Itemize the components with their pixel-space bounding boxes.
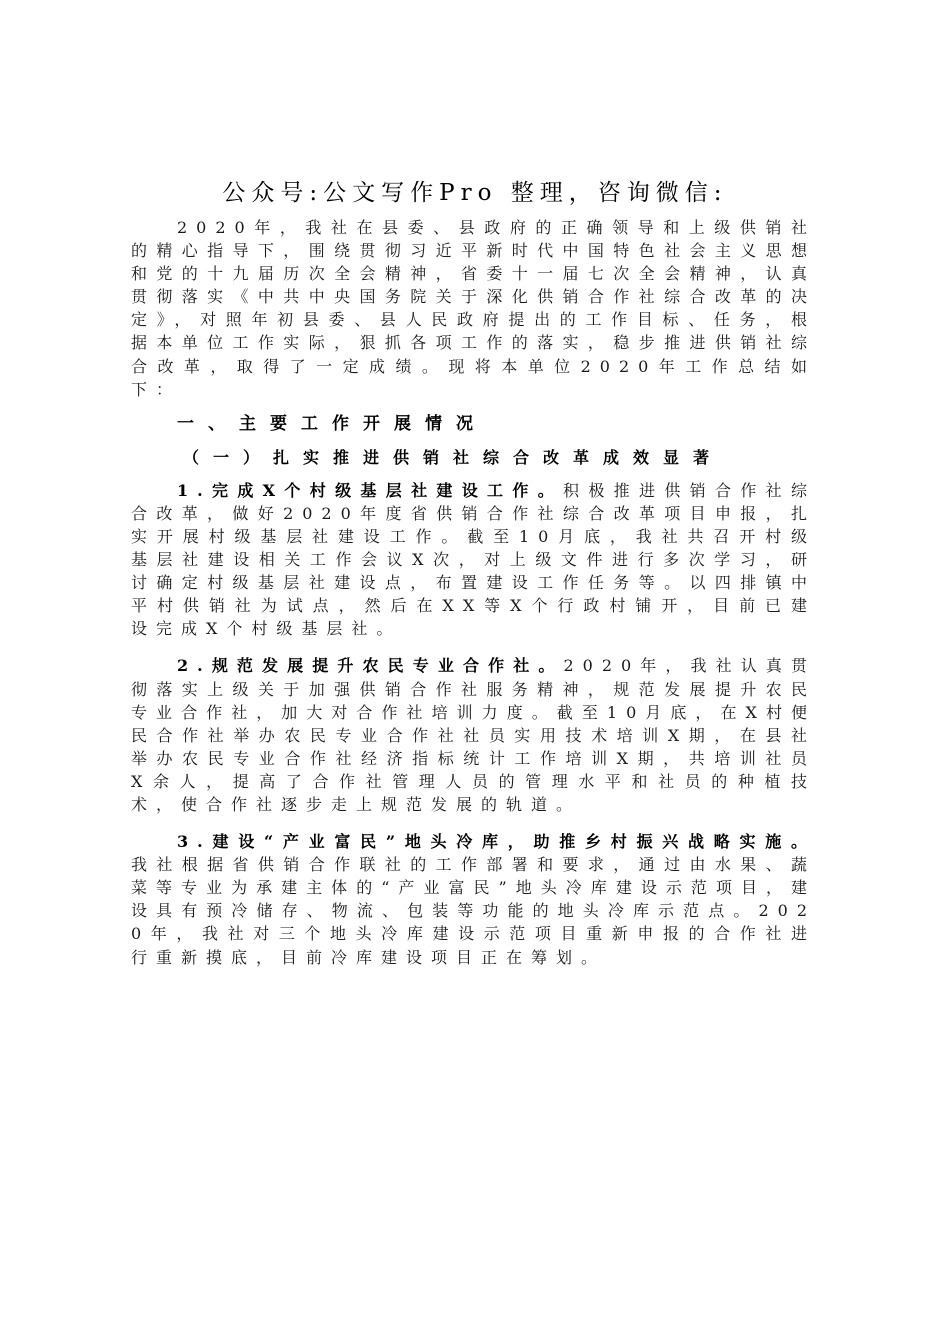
document-body [131,216,816,969]
item-2-lead: 2.规范发展提升农民专业合作社。 [177,656,564,676]
item-1-paragraph [131,479,816,641]
item-1-body: 积极推进供销合作社综合改革，做好2020年度省供销合作社综合改革项目申报，扎实开展村级基层社建设工作。截至10月底，我社共召开村级基层社建设相关工作会议X次，对上级文件进行多次学习，研讨确定村级基层社建设点，布置建设工作任务等。以四排镇中平村供销社为试点，然后在XX等X个行政村铺开，目前已建设完成X个村级基层社。 [131,480,816,639]
subsection-heading: （一）扎实推进供销社综合改革成效显著 [183,447,724,467]
item-2-body: 2020年，我社认真贯彻落实上级关于加强供销合作社服务精神，规范发展提升农民专业合作社，加大对合作社培训力度。截至10月底，在X村便民合作社举办农民专业合作社社员实用技术培训X期，在县社举办农民专业合作社经济指标统计工作培训X期，共培训社员X余人，提高了合作社管理人员的管理水平和社员的种植技术，使合作社逐步走上规范发展的轨道。 [131,656,816,814]
item-3-lead: 3.建设“产业富民”地头冷库，助推乡村振兴战略实施。 [177,832,816,852]
item-3-paragraph [131,830,816,969]
item-2-paragraph [131,654,816,816]
intro-paragraph: 2020年，我社在县委、县政府的正确领导和上级供销社的精心指导下，围绕贯彻习近平新时代中国特色社会主义思想和党的十九届历次全会精神，省委十一届七次全会精神，认真贯彻落实《中共中央国务院关于深化供销合作社综合改革的决定》，对照年初县委、县人民政府提出的工作目标、任务，根据本单位工作实际，狠抓各项工作的落实，稳步推进供销社综合改革，取得了一定成绩。现将本单位2020年工作总结如下： [131,218,816,399]
item-1-lead: 1.完成X个村级基层社建设工作。 [177,480,564,500]
section-heading: 一、主要工作开展情况 [177,413,487,434]
item-3-body: 我社根据省供销合作联社的工作部署和要求，通过由水果、蔬菜等专业为承建主体的“产业富民”地头冷库建设示范项目，建设具有预冷储存、物流、包装等功能的地头冷库示范点。2020年，我社对三个地头冷库建设示范项目重新申报的合作社进行重新摸底，目前冷库建设项目正在筹划。 [131,855,816,967]
document-header: 公众号:公文写作Pro 整理，咨询微信: [222,180,728,206]
